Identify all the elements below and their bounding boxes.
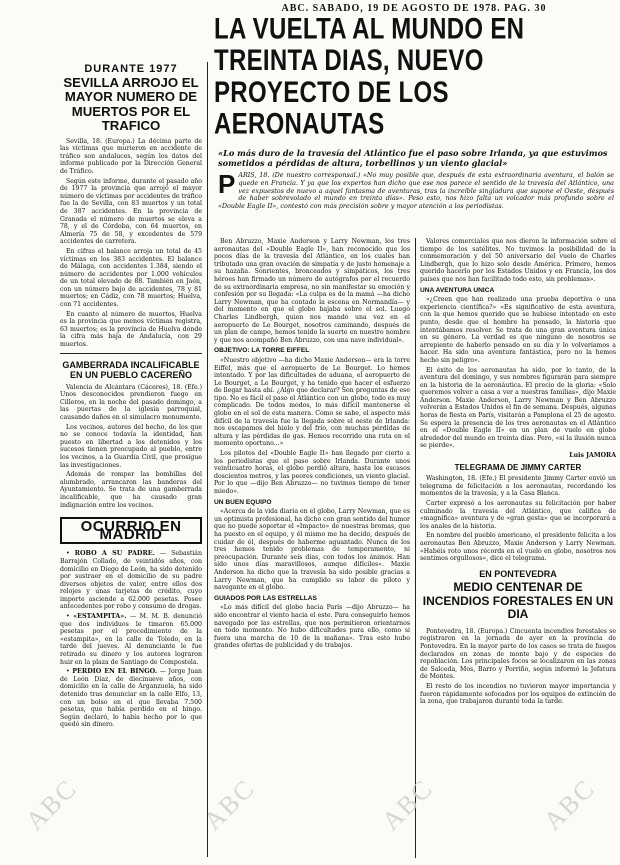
fires-headline: MEDIO CENTENAR DE INCENDIOS FORESTALES EN UN DIA [422, 580, 614, 622]
story2-paragraph: Los vecinos, autores del hecho, de los que no se conoce todavía la identidad, han puesto en libertad a los detenidos y los sucesos tienen preocupado al pueblo, entre los vecinos, a la Guardia Civil, que prosigue las investigaciones. [60, 423, 202, 469]
main-column-3 [420, 238, 616, 708]
main-dek: «Lo más duro de la travesía del Atlántico fue el paso sobre Irlanda, ya que estuvimos sometidos a pérdidas de altura, torbellinos y un viento glacial» [218, 148, 608, 168]
story1-kicker: DURANTE 1977 [84, 63, 178, 75]
watermark: ABC [376, 773, 439, 836]
left-column [60, 64, 202, 731]
watermark: ABC [538, 773, 601, 836]
story2-body [60, 384, 202, 510]
madrid-item-text: — Sebastián Barrajón Collado, de veintidós años, con domicilio en Diego de León, ha sido detenido por sustraer en el domicilio de su padre diversos objetos de valor, entre ellos dos relojes y unas tarjetas de crédito, cuyo importe asciende a 62.000 pesetas. Posee antecedentes por robo y consumo de drogas. [60, 550, 202, 611]
column-rule [415, 238, 416, 858]
madrid-item-text: — M. M. B. denunció que dos individuos le timaron 65.000 pesetas por el procedimiento de la «estampita», en la calle de Toledo, en la tarde del jueves. Al denunciante le fue retirado su dinero y los autores lograron huir en la plaza de Santiago de Compostela. [60, 613, 202, 666]
drop-cap: P [218, 169, 236, 199]
main-headline: LA VUELTA AL MUNDO EN TREINTA DIAS, NUEVO PROYECTO DE LOS AERONAUTAS [214, 12, 525, 141]
article-paragraph: Pontevedra, 18. (Europa.) Cincuenta incendios forestales se registraron en la jornada de ayer en la provincia de Pontevedra. En la mayor parte de los casos se trata de fuegos declarados en zonas de monte bajo y de especies de repoblación. Los principales focos se localizaron en las zonas de Salceda, Mos, Barro y Porriño, según informó la Jefatura de Montes. [420, 627, 616, 681]
story2-paragraph: Valencia de Alcántara (Cáceres), 18. (Efe.) Unos desconocidos prendieron fuego en Cilleros, en la noche del pasado domingo, a las puertas de la iglesia parroquial, causando daños en el simulacro monumento. [60, 383, 202, 421]
article-paragraph: Carter expresó a los aeronautas su felicitación por haber culminado la travesía del Atlántico, que califica de «magnífica» aventura y de «gran gesta» que se incorporará a los anales de la historia. [420, 500, 616, 530]
main-lead [218, 169, 614, 211]
subheading: UNA AVENTURA UNICA [420, 286, 495, 294]
story1-paragraph: Sevilla, 18. (Europa.) La décima parte de las víctimas que murieron en accidente de tráfico son andaluces, según los datos del informe publicado por la Dirección General de Tráfico. [60, 137, 202, 175]
subheading: GUIADOS POR LAS ESTRELLAS [214, 594, 317, 602]
subheading: OBJETIVO: LA TORRE EIFFEL [214, 347, 310, 355]
story1-body [60, 138, 202, 349]
divider [60, 353, 202, 354]
carter-telegram-heading: TELEGRAMA DE JIMMY CARTER [454, 462, 582, 472]
story2-paragraph: Además de romper las bombillas del alumbrado, arrancaron las banderas del Ayuntamiento. Se trata de una gamberrada incalificable, que ha causado gran indignación entre los vecinos. [60, 471, 202, 509]
madrid-item-title: «ESTAMPITA». [73, 612, 127, 621]
pontevedra-kicker: EN PONTEVEDRA [479, 568, 557, 579]
page-header: ABC. SABADO, 19 DE AGOSTO DE 1978. PAG. 30 [281, 3, 547, 14]
article-paragraph: Washington, 18. (Efe.) El presidente Jimmy Carter envió un telegrama de felicitación a los aeronautas, recordando los momentos de la travesía, y a la Casa Blanca. [420, 475, 616, 498]
madrid-item: • «ESTAMPITA». — M. M. B. denunció que dos individuos le timaron 65.000 pesetas por el procedimiento de la «estampita», en la calle de Toledo, en la tarde del jueves. Al denunciante le fue retirado su dinero y los autores lograron huir en la plaza de Santiago de Compostela. [60, 612, 202, 666]
madrid-items [60, 550, 202, 729]
watermark: ABC [20, 773, 83, 836]
byline: Luis JAMORA [569, 452, 616, 460]
story2-headline: GAMBERRADA INCALIFICABLE EN UN PUEBLO CACEREÑO [62, 359, 200, 380]
article-paragraph: «Nuestro objetivo —ha dicho Maxie Anderson— era la torre Eiffel, más que el aeropuerto de Le Bourget. Lo hemos intentado. Y por las dificultades de aduana, el aeropuerto de Le Bourget, a Le Bourget, y ha tenido que hacer el esfuerzo de llegar hasta ahí. ¿Algo que declarar? Son preguntas de ese tipo. No es fácil el paso el Atlántico con un globo, todo es muy complicado. De todos modos, lo más difícil mantenerse el globo en el sol de esta manera. Como se sabe, el aspecto más difícil de la travesía fue la llegada sobre el oeste de Irlanda: nos escapamos del hielo y del frío, con muchas pérdidas de altura y las pérdidas de gas. Hemos recorrido una ruta en el momento oportuno...» [214, 356, 410, 448]
article-paragraph: El resto de los incendios no tuvieron mayor importancia y fueron rápidamente sofocados por los equipos de extinción de la zona, que trabajaron durante toda la tarde. [420, 683, 616, 706]
madrid-item-title: ROBO A SU PADRE. [74, 549, 155, 558]
article-paragraph: Valores comerciales que nos dieron la información sobre el tiempo de los satélites. No tuvimos la posibilidad de la conmemoración y del 50 aniversario del vuelo de Charles Lindbergh, que lo hizo solo desde América. Primero, hemos querido hacerlo por los Estados Unidos y en Francia, los dos países que nos han facilitado todo esto, sin problemas». [420, 238, 616, 283]
madrid-item-title: PERDIO EN EL BINGO. [72, 667, 158, 676]
lead-text: ARIS, 18. (De nuestro corresponsal.) «No muy posible que, después de esta extraordinaria aventura, el balón se quede en Francia. Y ya que los expertos han dicho que ese nos parece el sentido de la travesía del Atlántico, una vez expuestos de nuevo a aquel fantasma de aventuras, tras la increíble singladura que supone el Oeste, después de haber sobrevolado el mundo en treinta días». Peso esto, nos hizo falta un volcador más profundo sobre el «Double Eagle II», contestó con más precisión sobre y mayor atención a los periodistas. [218, 171, 614, 211]
madrid-section-header: OCURRIO EN MADRID [60, 517, 202, 544]
story1-paragraph: En cifras el balance arroja un total de 45 víctimas en los 383 accidentes. El balance de Málaga, con accidentes 1.384, siendo el número de accidentes por 1.000 vehículos de un total elevado de 88. También en Jaén, con un número bajo de accidentes, 78 y 81 muertos; en Cádiz, con 78 muertos; Huelva, con 71 accidentes. [60, 247, 202, 309]
madrid-item: • ROBO A SU PADRE. — Sebastián Barrajón Collado, de veintidós años, con domicilio en Diego de León, ha sido detenido por sustraer en el domicilio de su padre diversos objetos de valor, entre ellos dos relojes y unas tarjetas de crédito, cuyo importe asciende a 62.000 pesetas. Posee antecedentes por robo y consumo de drogas. [60, 549, 202, 611]
madrid-item-text: — Jorge Juan de León Díaz, de diecinueve años, con domicilio en la calle de Arganzuela, ha sido detenido tras denunciar en la calle Elfo, 13, con un bolso en el que llevaba 7.500 pesetas, que había perdido en el bingo. Según declaró, lo había hecho por lo que quedó sin dinero. [60, 668, 203, 729]
story1-paragraph: Según este informe, durante el pasado año de 1977 la provincia que arrojó el mayor número de víctimas por accidentes de tráfico fue la de Sevilla, con 83 muertos y un total de 387 accidentes. En la provincia de Granada el número de muertos se eleva a 78, y el de Córdoba, con 64 muertos, en Almería 75 de 58, y excedentes de 579 accidentes de carretera. [60, 177, 202, 246]
article-paragraph: «¿Creen que han realizado una prueba deportiva o una experiencia científica?» «Es significativo de esta aventura, con la que hemos querido que se hubiese intentado en este punto, desde que el hombre ha pensado, la historia que intentábamos resolver. Se trata de una gran aventura única en su género. La verdad es que ninguno de nosotros se arrepiente de haberlo pensado en su día y lo volveríamos a hacer. Ha sido una aventura fantástica, pero no la hemos hecho sin peligro». [420, 296, 616, 364]
story1-paragraph: En cuanto al número de muertos, Huelva es la provincia que menos víctimas registra, 63 muertos; es la provincia de Huelva donde la cifra más baja de Andalucía, con 29 muertos. [60, 310, 202, 349]
article-paragraph: «Lo más difícil del globo hacia París —dijo Abruzzo— ha sido encontrar el viento hacia el este. Para conseguirlo hemos navegado por las estrellas, que nos permitieron orientarnos en todo momento. No hubo dificultades para ello, como si fuera una marcha de 10 de la mañana». Tras esto hubo grandes ofertas de publicidad y de trabajos. [214, 604, 410, 650]
madrid-item: • PERDIO EN EL BINGO. — Jorge Juan de León Díaz, de diecinueve años, con domicilio en la calle de Arganzuela, ha sido detenido tras denunciar en la calle Elfo, 13, con un bolso en el que llevaba 7.500 pesetas, que había perdido en el bingo. Según declaró, lo había hecho por lo que quedó sin dinero. [60, 667, 203, 729]
main-column-2 [214, 238, 410, 652]
article-paragraph: Ben Abruzzo, Maxie Anderson y Larry Newman, los tres aeronautas del «Double Eagle II», han reconocido que los pocos días de la travesía del Atlántico, en los cuales han tributado una gran ovación de simpatía y de justo homenaje a su hazaña. Sonrientes, bronceados y simpáticos, los tres héroes han firmado un número de autógrafos por el recuerdo de su extraordinaria empresa, no sin manifestar su emoción y confesión por su llegada: «La culpa es de la mamá —ha dicho Larry Newman, que ha contado la escena en Normandía— y del momento en que el globo bajaba sobre el sol. Luego Charles Lindbergh, quien nos mandó una vez en el aeropuerto de Le Bourget, nosotros caminando, después de un plan de campo, hemos tenido la suerte en nuestro nombre y que nos acompañó Ben Abruzzo, con una nave individual». [214, 238, 410, 344]
story1-headline: SEVILLA ARROJO EL MAYOR NUMERO DE MUERTOS POR EL TRAFICO [63, 74, 199, 134]
subheading: UN BUEN EQUIPO [214, 498, 272, 506]
watermark: ABC [198, 773, 261, 836]
column-rule [207, 62, 208, 857]
article-paragraph: Los pilotos del «Double Eagle II» han llegado por cierto a los periodistas que el paso sobre Irlanda. Durante unos veinticuatro horas, el globo perdió altura, hasta los escasos doscientos metros, y las peores condiciones, un viento glacial. Por lo que —dijo Ben Abruzzo— no tuvimos tiempo de tener miedo». [214, 450, 410, 495]
article-paragraph: En nombre del pueblo americano, el presidente felicita a los aeronautas Ben Abruzzo, Maxie Anderson y Larry Newman. «Habéis roto unos récords en el vuelo en globo, nosotros nos sentimos orgullosos», dice el telegrama. [420, 532, 616, 563]
article-paragraph: «Acerca de la vida diaria en el globo, Larry Newman, que es un optimista profesional, ha dicho con gran sentido del humor que no puede soportar el «Impacto» de nuestras bromas, que ha puesto en el equipo, y él mismo me ha decido, después de cuidar de él, después de haberme aguantado. Nunca de los tres hemos tenido problemas de temperamento, ni preocupación. Durante seis días, con todos los ánimos. Han sido unos días maravillosos, aunque difíciles». Maxie Anderson ha dicho que la travesía ha sido posible gracias a Larry Newman, que ha cumplido su labor de piloto y navegante en el globo. [214, 508, 410, 592]
article-paragraph: El éxito de los aeronautas ha sido, por lo tanto, de la aventura del domingo, y sus nombres figurarán para siempre en la historia de la aeronáutica. El precio de la gloria: «Solo queremos volver a casa a ver a nuestras familias», dijo Maxie Anderson. Maxie Anderson, Larry Newman y Ben Abruzzo volverán a Estados Unidos el fin de semana. Después, algunas horas de fiesta en París, visitarán a Pamplona el 25 de agosto. Se espera la presencia de los tres aeronautas en el Atlántico en el «Double Eagle II» en un plan de vuelo en globo alrededor del mundo en treinta días. Pero, «si la ilusión nunca se pierde». [420, 366, 616, 450]
